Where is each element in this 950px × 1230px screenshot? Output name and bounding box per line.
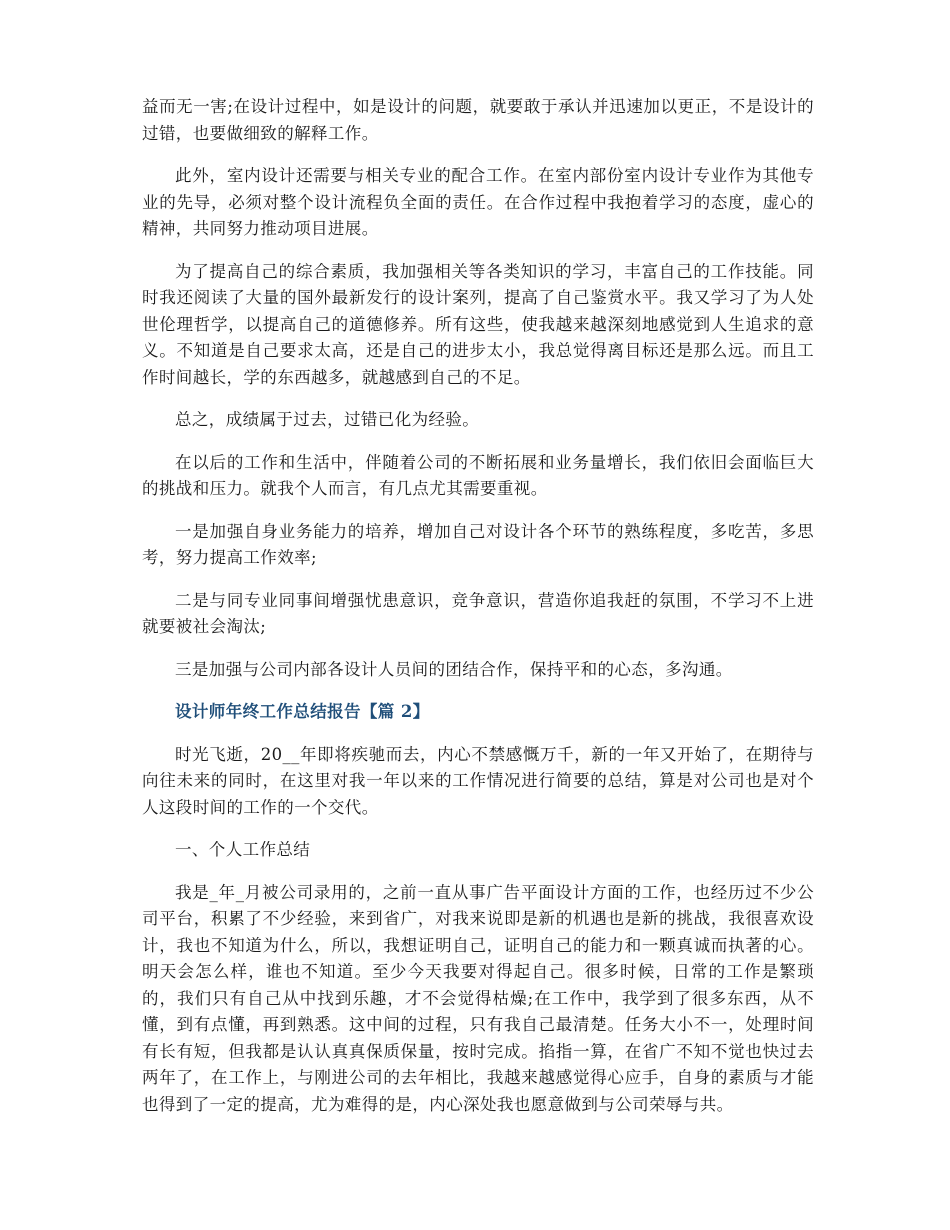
paragraph-point-three: 三是加强与公司内部各设计人员间的团结合作，保持平和的心态，多沟通。 [175, 659, 733, 679]
paragraph-personal-summary: 我是_年_月被公司录用的，之前一直从事广告平面设计方面的工作，也经历过不少公司平台，积累了不少经验，来到省广，对我来说即是新的机遇也是新的挑战，我很喜欢设计，我也不知道为什么，所以，我想证明自己，证明自己的能力和一颗真诚而执著的心。明天会怎么样，谁也不知道。至少今天我要对得起自己。很多时候，日常的工作是繁琐的，我们只有自己从中找到乐趣，才不会觉得枯燥;在工作中，我学到了很多东西，从不懂，到有点懂，再到熟悉。这中间的过程，只有我自己最清楚。任务大小不一，处理时间有长有短，但我都是认认真真保质保量，按时完成。掐指一算，在省广不知不觉也快过去两年了，在工作上，与刚进公司的去年相比，我越来越感觉得心应手，自身的素质与才能也得到了一定的提高，尤为难得的是，内心深处我也愿意做到与公司荣辱与共。 [142, 882, 814, 1114]
paragraph-point-two: 二是与同专业同事间增强忧患意识，竞争意识，营造你追我赶的氛围，不学习不上进就要被社会淘汰; [142, 590, 814, 636]
paragraph-intro: 时光飞逝，20__年即将疾驰而去，内心不禁感慨万千，新的一年又开始了，在期待与向往未来的同时，在这里对我一年以来的工作情况进行简要的总结，算是对公司也是对个人这段时间的工作的一个交代。 [142, 744, 814, 817]
paragraph-summary: 总之，成绩属于过去，过错已化为经验。 [175, 410, 480, 429]
paragraph-future: 在以后的工作和生活中，伴随着公司的不断拓展和业务量增长，我们依旧会面临巨大的挑战和压力。就我个人而言，有几点尤其需要重视。 [142, 452, 814, 498]
section-heading: 设计师年终工作总结报告【篇 2】 [175, 702, 430, 721]
paragraph-point-one: 一是加强自身业务能力的培养，增加自己对设计各个环节的熟练程度，多吃苦，多思考，努力提高工作效率; [142, 521, 814, 567]
document-page [142, 94, 814, 1134]
paragraph-cooperation: 此外，室内设计还需要与相关专业的配合工作。在室内部份室内设计专业作为其他专业的先导，必须对整个设计流程负全面的责任。在合作过程中我抱着学习的态度，虚心的精神，共同努力推动项目进展。 [142, 166, 814, 238]
paragraph-continuation: 益而无一害;在设计过程中，如是设计的问题，就要敢于承认并迅速加以更正，不是设计的过错，也要做细致的解释工作。 [142, 97, 814, 143]
paragraph-self-improvement: 为了提高自己的综合素质，我加强相关等各类知识的学习，丰富自己的工作技能。同时我还阅读了大量的国外最新发行的设计案列，提高了自己鉴赏水平。我又学习了为人处世伦理哲学，以提高自己的道德修养。所有这些，使我越来越深刻地感觉到人生追求的意义。不知道是自己要求太高，还是自己的进步太小，我总觉得离目标还是那么远。而且工作时间越长，学的东西越多，就越感到自己的不足。 [142, 261, 814, 387]
paragraph-subheading: 一、个人工作总结 [175, 840, 311, 859]
